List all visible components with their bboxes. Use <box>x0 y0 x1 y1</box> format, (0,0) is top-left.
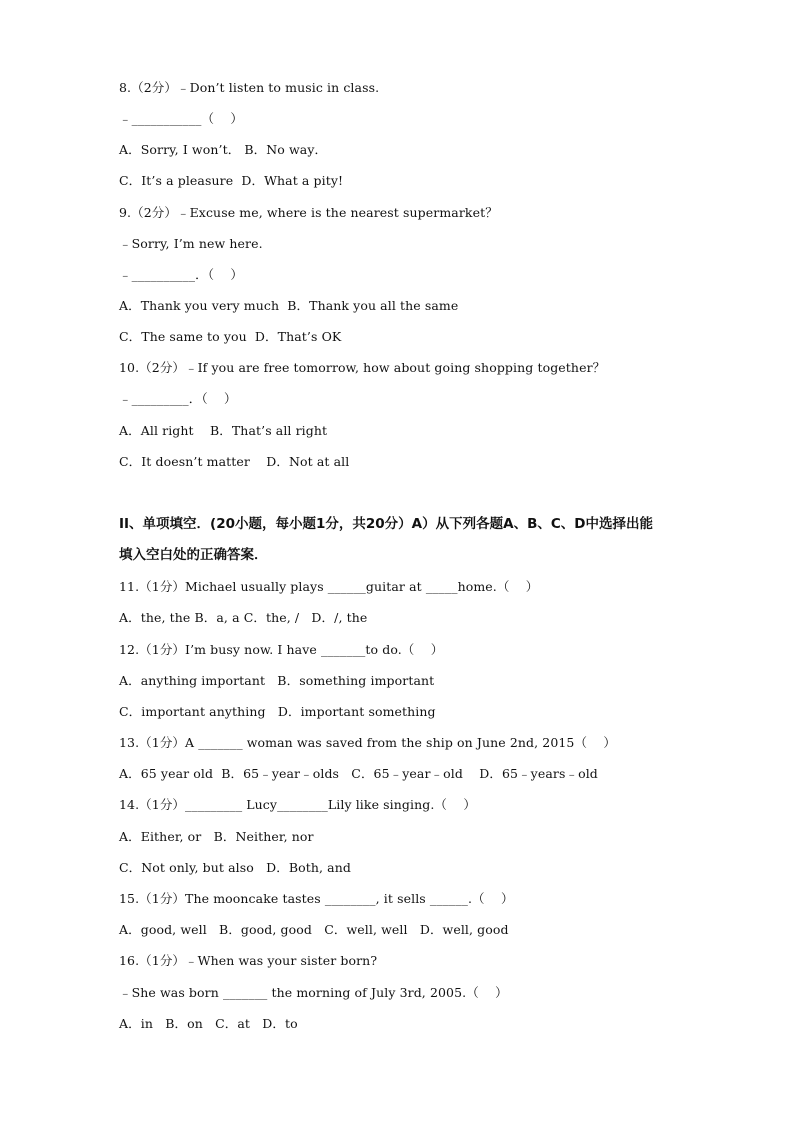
q10-stem: 10.（2分）﹣If you are free tomorrow, how about going shopping together？ <box>119 360 606 375</box>
q13-stem: 13.（1分）A _______ woman was saved from the ship on June 2nd, 2015（ ） <box>119 735 616 750</box>
section-2-heading-line1: II、单项填空．(20小题，每小题1分，共20分）A）从下列各题A、B、C、D中选择出能 <box>119 516 653 532</box>
q10-options-ab: A．All right B．That’s all right <box>119 423 328 438</box>
q9-blank: ﹣__________．（ ） <box>119 267 243 282</box>
q12-options-cd: C．important anything D．important something <box>119 704 436 719</box>
q11-stem: 11.（1分）Michael usually plays ______guitar at _____home.（ ） <box>119 579 539 594</box>
q12-stem: 12.（1分）I’m busy now. I have _______to do.（ ） <box>119 642 444 657</box>
q8-options-cd: C．It’s a pleasure D．What a pity! <box>119 173 344 188</box>
q15-stem: 15.（1分）The mooncake tastes ________, it sells ______.（ ） <box>119 891 514 906</box>
q12-options-ab: A．anything important B．something important <box>119 673 435 688</box>
q9-options-cd: C．The same to you D．That’s OK <box>119 329 342 344</box>
q9-reply: ﹣Sorry, I’m new here. <box>119 236 263 251</box>
q14-options-cd: C．Not only, but also D．Both, and <box>119 860 351 875</box>
q16-reply: ﹣She was born _______ the morning of July 3rd, 2005.（ ） <box>119 985 508 1000</box>
q9-options-ab: A．Thank you very much B．Thank you all the same <box>119 298 459 313</box>
q9-stem: 9.（2分）﹣Excuse me, where is the nearest supermarket？ <box>119 205 498 220</box>
q8-blank: ﹣___________（ ） <box>119 111 243 126</box>
q10-blank: ﹣_________．（ ） <box>119 391 237 406</box>
q16-stem: 16.（1分）﹣When was your sister born? <box>119 953 378 968</box>
q11-options: A．the, the B．a, a C．the, / D．/, the <box>119 610 368 625</box>
q10-options-cd: C．It doesn’t matter D．Not at all <box>119 454 350 469</box>
q14-stem: 14.（1分）_________ Lucy________Lily like singing.（ ） <box>119 797 476 812</box>
section-2-heading-line2: 填入空白处的正确答案． <box>119 547 268 563</box>
q15-options: A．good, well B．good, good C．well, well D．well, good <box>119 922 509 937</box>
q16-options: A．in B．on C．at D．to <box>119 1016 298 1031</box>
q13-options: A．65 year old B．65﹣year﹣olds C．65﹣year﹣old D．65﹣years﹣old <box>119 766 598 781</box>
q8-stem: 8.（2分）﹣Don’t listen to music in class. <box>119 80 380 95</box>
q14-options-ab: A．Either, or B．Neither, nor <box>119 829 314 844</box>
q8-options-ab: A．Sorry, I won’t． B．No way． <box>119 142 328 157</box>
